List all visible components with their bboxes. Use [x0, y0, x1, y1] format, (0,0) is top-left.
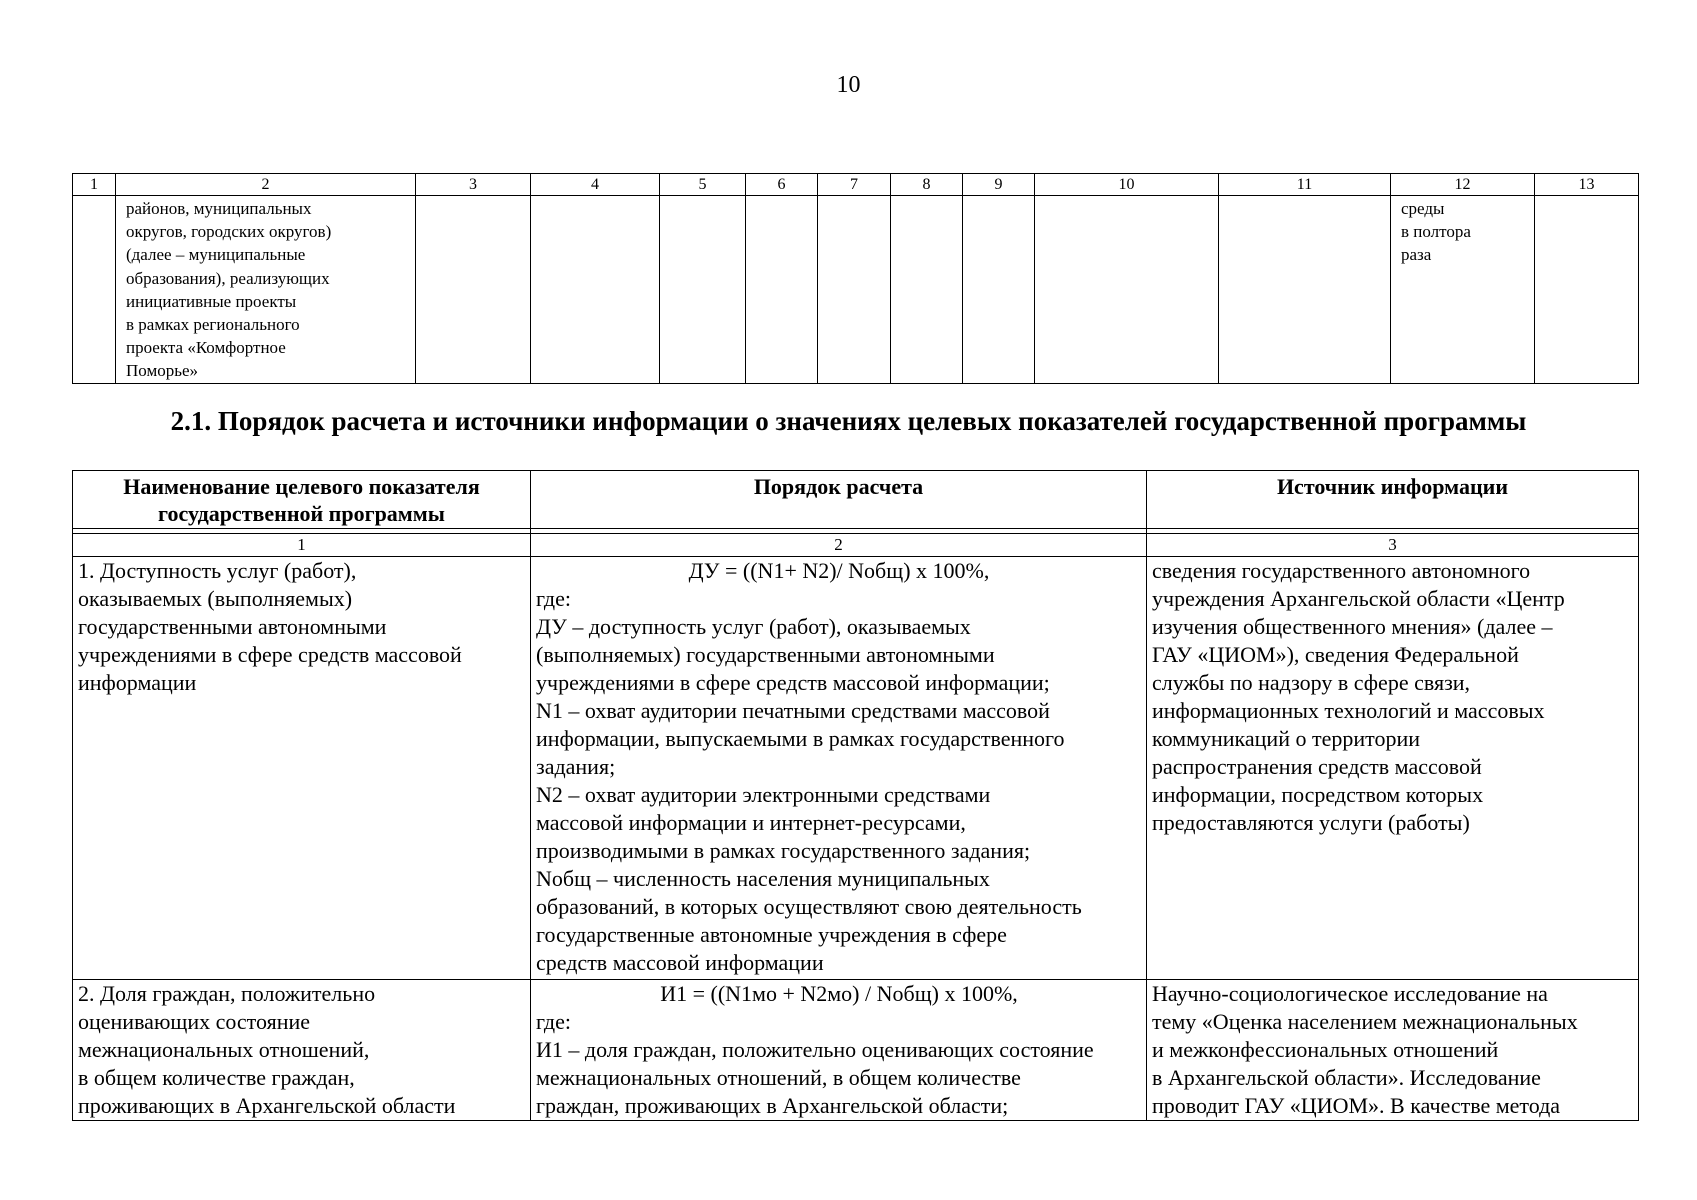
text-line: (далее – муниципальные	[126, 245, 306, 265]
text-line: N1 – охват аудитории печатными средствами массовой	[536, 698, 1050, 723]
indicator-name-cell	[73, 980, 531, 1121]
header-calculation-method: Порядок расчета	[531, 471, 1147, 529]
column-number: 1	[73, 534, 531, 557]
text-line: учреждениями в сфере средств массовой информации;	[536, 670, 1050, 695]
indicator-name-cell	[116, 196, 416, 384]
text-line: оказываемых (выполняемых)	[78, 586, 353, 611]
table-cell	[1219, 196, 1391, 384]
header-information-source: Источник информации	[1147, 471, 1639, 529]
header-indicator-name: Наименование целевого показателя государственной программы	[73, 471, 531, 529]
text-line: Nобщ – численность населения муниципальных	[536, 866, 990, 891]
text-line: информации, выпускаемыми в рамках государственного	[536, 726, 1065, 751]
table-cell	[660, 196, 746, 384]
column-number: 8	[891, 174, 963, 196]
text-line: проекта «Комфортное	[126, 338, 286, 358]
table-cell	[963, 196, 1035, 384]
information-source-cell	[1147, 557, 1639, 980]
text-line: ДУ – доступность услуг (работ), оказываемых	[536, 614, 971, 639]
table-cell-col12	[1391, 196, 1535, 384]
column-number-row	[73, 174, 1639, 196]
table-cell	[746, 196, 818, 384]
text-line: сведения государственного автономного	[1152, 558, 1531, 583]
text-line: в Архангельской области». Исследование	[1152, 1065, 1541, 1090]
text-line: межнациональных отношений, в общем количестве	[536, 1065, 1021, 1090]
text-line: проживающих в Архангельской области	[78, 1093, 456, 1118]
text-line: производимыми в рамках государственного задания;	[536, 838, 1031, 863]
text-line: 1. Доступность услуг (работ),	[78, 558, 357, 583]
text-line: массовой информации и интернет-ресурсами,	[536, 810, 966, 835]
text-line: образования), реализующих	[126, 268, 330, 288]
table-row	[73, 557, 1639, 980]
table-cell	[1035, 196, 1219, 384]
text-line: в рамках регионального	[126, 315, 300, 335]
table-cell	[891, 196, 963, 384]
text-line: коммуникаций о территории	[1152, 726, 1421, 751]
table-cell	[1535, 196, 1639, 384]
information-source-cell	[1147, 980, 1639, 1121]
text-line: задания;	[536, 754, 616, 779]
table-cell	[73, 196, 116, 384]
text-line: где:	[536, 586, 571, 611]
text-line: N2 – охват аудитории электронными средствами	[536, 782, 991, 807]
column-number: 3	[416, 174, 531, 196]
page-number: 10	[836, 72, 861, 98]
column-number: 4	[531, 174, 660, 196]
text-line: районов, муниципальных	[126, 199, 312, 218]
text-line: предоставляются услуги (работы)	[1152, 810, 1470, 835]
text-line: учреждения Архангельской области «Центр	[1152, 586, 1565, 611]
text-line: округов, городских округов)	[126, 222, 332, 242]
text-line: инициативные проекты	[126, 291, 297, 311]
text-line: информации, посредством которых	[1152, 782, 1484, 807]
text-line: учреждениями в сфере средств массовой	[78, 642, 462, 667]
text-line: образований, в которых осуществляют свою деятельность	[536, 894, 1082, 919]
text-line: 2. Доля граждан, положительно	[78, 981, 376, 1006]
text-line: межнациональных отношений,	[78, 1037, 370, 1062]
text-line: тему «Оценка населением межнациональных	[1152, 1009, 1578, 1034]
text-line: граждан, проживающих в Архангельской области;	[536, 1093, 1009, 1118]
column-number-row	[73, 534, 1639, 557]
column-number: 6	[746, 174, 818, 196]
column-number: 2	[116, 174, 416, 196]
column-number: 13	[1535, 174, 1639, 196]
table-row	[73, 980, 1639, 1121]
text-line: изучения общественного мнения» (далее –	[1152, 614, 1553, 639]
text-line: Научно-социологическое исследование на	[1152, 981, 1548, 1006]
text-line: и межконфессиональных отношений	[1152, 1037, 1499, 1062]
column-number: 10	[1035, 174, 1219, 196]
column-number: 7	[818, 174, 891, 196]
section-title: 2.1. Порядок расчета и источники информации о значениях целевых показателей государственной программы	[170, 406, 1527, 436]
column-number: 3	[1147, 534, 1639, 557]
indicator-name-cell	[73, 557, 531, 980]
text-line: информационных технологий и массовых	[1152, 698, 1545, 723]
text-line: И1 – доля граждан, положительно оценивающих состояние	[536, 1037, 1094, 1062]
calculation-method-cell	[531, 557, 1147, 980]
table-cell	[416, 196, 531, 384]
text-line: раза	[1401, 245, 1432, 265]
continuation-table	[72, 173, 1639, 384]
text-line: среды	[1401, 199, 1445, 218]
calculation-method-cell	[531, 980, 1147, 1121]
table-cell	[818, 196, 891, 384]
table-row	[73, 196, 1639, 384]
text-line: службы по надзору в сфере связи,	[1152, 670, 1471, 695]
text-line: государственные автономные учреждения в сфере	[536, 922, 1007, 947]
column-number: 9	[963, 174, 1035, 196]
text-line: где:	[536, 1009, 571, 1034]
indicators-table	[72, 470, 1639, 1121]
table-cell	[531, 196, 660, 384]
formula: И1 = ((N1мо + N2мо) / Nобщ) х 100%,	[660, 981, 1018, 1006]
text-line: оценивающих состояние	[78, 1009, 311, 1034]
column-number: 5	[660, 174, 746, 196]
column-number: 11	[1219, 174, 1391, 196]
column-number: 2	[531, 534, 1147, 557]
formula: ДУ = ((N1+ N2)/ Nобщ) х 100%,	[688, 558, 990, 583]
text-line: информации	[78, 670, 197, 695]
text-line: в полтора	[1401, 222, 1471, 242]
text-line: проводит ГАУ «ЦИОМ». В качестве метода	[1152, 1093, 1561, 1118]
column-number: 12	[1391, 174, 1535, 196]
text-line: в общем количестве граждан,	[78, 1065, 355, 1090]
text-line: средств массовой информации	[536, 950, 824, 975]
text-line: Поморье»	[126, 361, 199, 381]
text-line: распространения средств массовой	[1152, 754, 1482, 779]
column-number: 1	[73, 174, 116, 196]
text-line: (выполняемых) государственными автономными	[536, 642, 995, 667]
text-line: государственными автономными	[78, 614, 387, 639]
text-line: ГАУ «ЦИОМ»), сведения Федеральной	[1152, 642, 1519, 667]
table-header-row	[73, 471, 1639, 529]
